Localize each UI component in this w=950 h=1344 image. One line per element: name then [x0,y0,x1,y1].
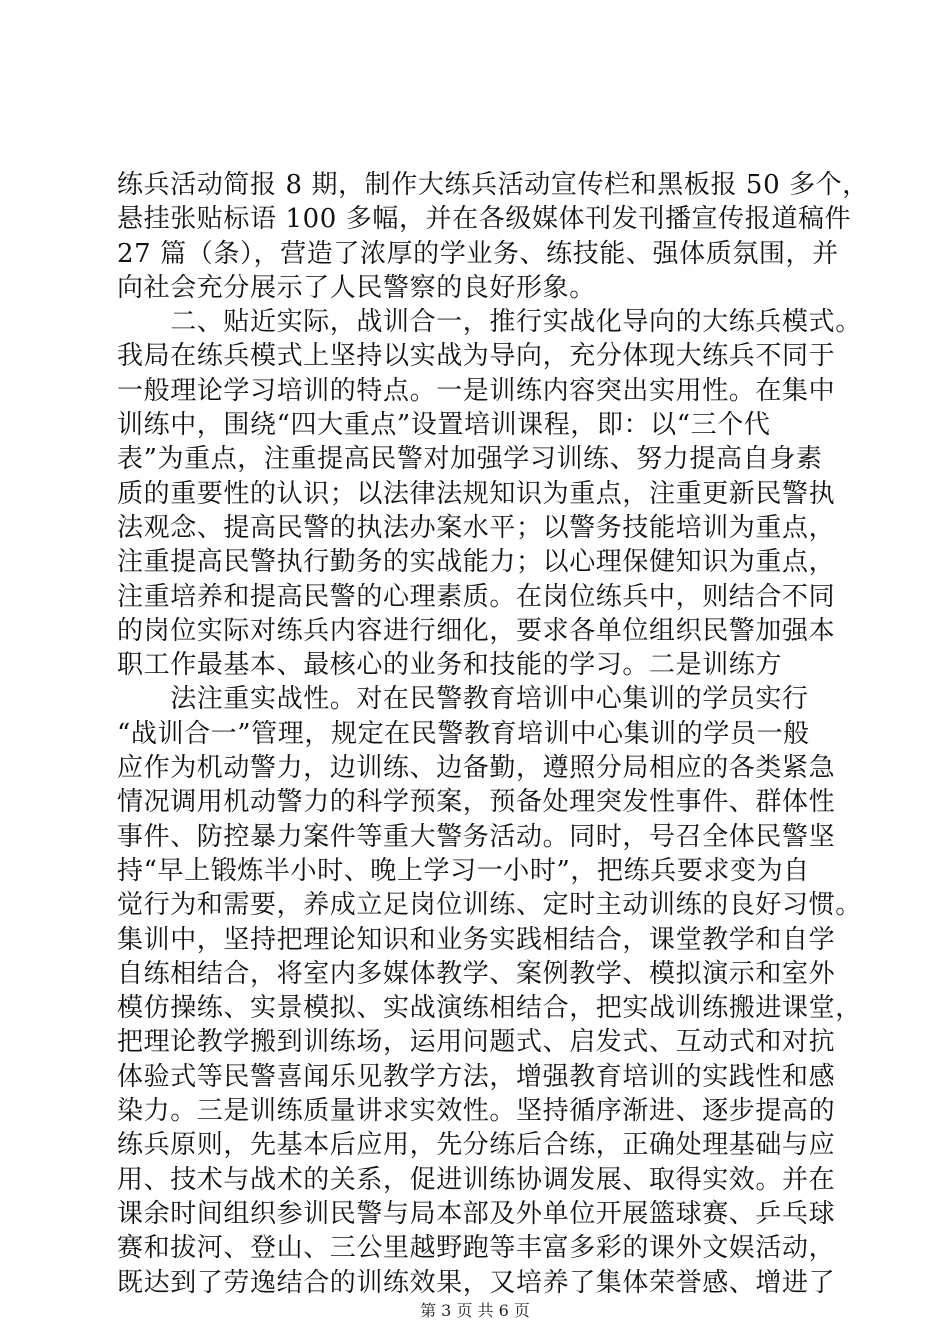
text-line: 向社会充分展示了人民警察的良好形象。 [117,272,596,303]
text-line: 应作为机动警力，边训练、边备勤，遵照分局相应的各类紧急 [117,753,836,784]
text-line: 染力。三是训练质量讲求实效性。坚持循序渐进、逐步提高的 [117,1096,836,1127]
text-line: 训练中，围绕“四大重点”设置培训课程，即：以“三个代 [117,410,771,441]
text-line: 体验式等民警喜闻乐见教学方法，增强教育培训的实践性和感 [117,1061,836,1092]
text-line: 集训中，坚持把理论知识和业务实践相结合，课堂教学和自学 [117,924,836,955]
text-line: 练兵活动简报 8 期，制作大练兵活动宣传栏和黑板报 50 多个， [117,170,869,200]
text-line: 二、贴近实际，战训合一，推行实战化导向的大练兵模式。 [117,307,862,338]
text-line: 悬挂张贴标语 100 多幅，并在各级媒体刊发刊播宣传报道稿件 [117,204,852,235]
text-line: 一般理论学习培训的特点。一是训练内容突出实用性。在集中 [117,375,836,406]
text-line: 27 篇（条），营造了浓厚的学业务、练技能、强体质氛围，并 [117,238,839,269]
text-line: 用、技术与战术的关系，促进训练协调发展、取得实效。并在 [117,1164,836,1195]
text-line: 法观念、提高民警的执法办案水平；以警务技能培训为重点， [117,512,836,543]
text-line: 练兵原则，先基本后应用，先分练后合练，正确处理基础与应 [117,1130,836,1161]
text-line: 表”为重点，注重提高民警对加强学习训练、努力提高自身素 [117,444,823,475]
text-line: 既达到了劳逸结合的训练效果，又培养了集体荣誉感、增进了 [117,1267,836,1298]
text-line: 把理论教学搬到训练场，运用问题式、启发式、互动式和对抗 [117,1027,836,1058]
text-line: 持“早上锻炼半小时、晚上学习一小时”，把练兵要求变为自 [117,855,810,886]
text-line: 注重培养和提高民警的心理素质。在岗位练兵中，则结合不同 [117,581,836,612]
text-line: “战训合一”管理，规定在民警教育培训中心集训的学员一般 [117,718,810,749]
text-line: 情况调用机动警力的科学预案，预备处理突发性事件、群体性 [117,787,836,818]
text-line: 的岗位实际对练兵内容进行细化，要求各单位组织民警加强本 [117,615,836,646]
text-line: 法注重实战性。对在民警教育培训中心集训的学员实行 [117,684,809,715]
text-line: 模仿操练、实景模拟、实战演练相结合，把实战训练搬进课堂， [117,993,862,1024]
text-line: 事件、防控暴力案件等重大警务活动。同时，号召全体民警坚 [117,821,836,852]
text-line: 职工作最基本、最核心的业务和技能的学习。二是训练方 [117,650,783,681]
text-line: 赛和拔河、登山、三公里越野跑等丰富多彩的课外文娱活动， [117,1233,836,1264]
text-line: 我局在练兵模式上坚持以实战为导向，充分体现大练兵不同于 [117,341,836,372]
body-text [117,168,869,1300]
text-line: 质的重要性的认识；以法律法规知识为重点，注重更新民警执 [117,478,836,509]
text-line: 自练相结合，将室内多媒体教学、案例教学、模拟演示和室外 [117,958,836,989]
page-footer: 第 3 页 共 6 页 [420,1301,530,1320]
text-line: 注重提高民警执行勤务的实战能力；以心理保健知识为重点， [117,547,836,578]
text-line: 课余时间组织参训民警与局本部及外单位开展篮球赛、乒乓球 [117,1198,836,1229]
text-line: 觉行为和需要，养成立足岗位训练、定时主动训练的良好习惯。 [117,890,862,921]
